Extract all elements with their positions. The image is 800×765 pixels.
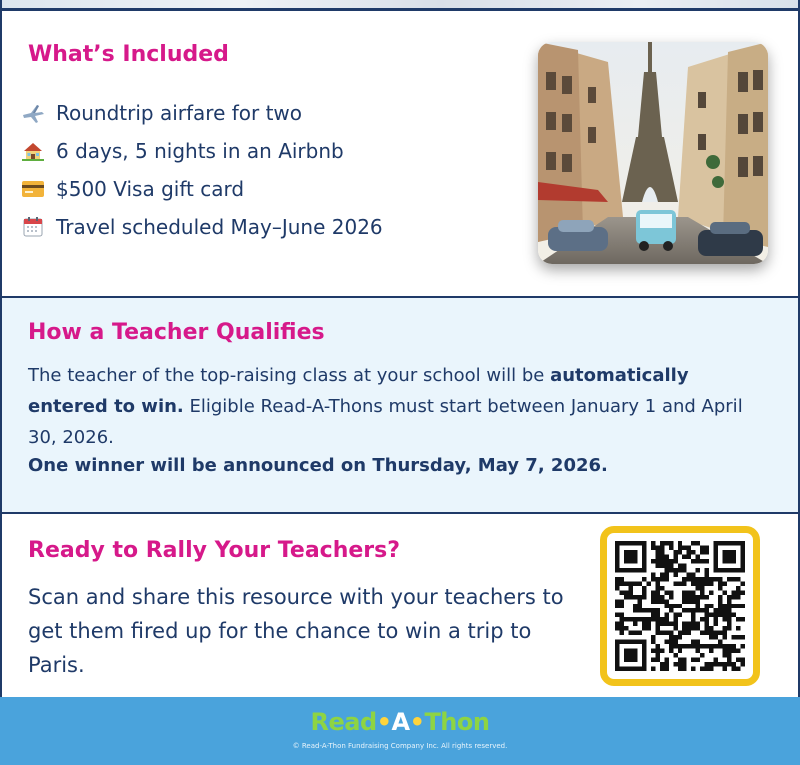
top-image-strip [0,0,800,8]
winner-announcement: One winner will be announced on Thursday, May 7, 2026. [28,455,608,476]
calendar-icon [20,216,46,238]
house-icon [20,140,46,162]
included-item-text: Travel scheduled May–June 2026 [56,215,383,239]
included-list [20,94,383,246]
included-heading: What’s Included [28,42,229,67]
included-item-text: $500 Visa gift card [56,177,245,201]
rally-description: Scan and share this resource with your teachers to get them fired up for the chance to win a trip to Paris. [28,585,564,677]
qualify-text-intro: The teacher of the top-raising class at your school will be [28,365,551,386]
read-a-thon-logo: Read•A•Thon [310,708,490,736]
airplane-icon [20,102,46,124]
included-item-airfare [20,94,383,132]
rally-heading: Ready to Rally Your Teachers? [28,538,400,563]
credit-card-icon [20,178,46,200]
qualify-heading: How a Teacher Qualifies [28,320,325,345]
included-item-text: Roundtrip airfare for two [56,101,303,125]
qr-code[interactable] [600,526,760,686]
paris-street-photo [538,42,768,264]
qr-code-icon [615,541,745,671]
top-divider [0,8,800,11]
qualify-text-bold: automatically entered to win. [28,365,689,417]
included-item-gift-card [20,170,383,208]
section-divider [0,512,800,514]
qualify-description [28,360,748,453]
qualify-text-eligibility: Eligible Read-A-Thons must start between January 1 and April 30, 2026. [28,396,743,448]
included-item-text: 6 days, 5 nights in an Airbnb [56,139,344,163]
copyright-notice: © Read-A-Thon Fundraising Company Inc. All rights reserved. [292,742,508,750]
included-item-travel-dates [20,208,383,246]
included-item-airbnb [20,132,383,170]
